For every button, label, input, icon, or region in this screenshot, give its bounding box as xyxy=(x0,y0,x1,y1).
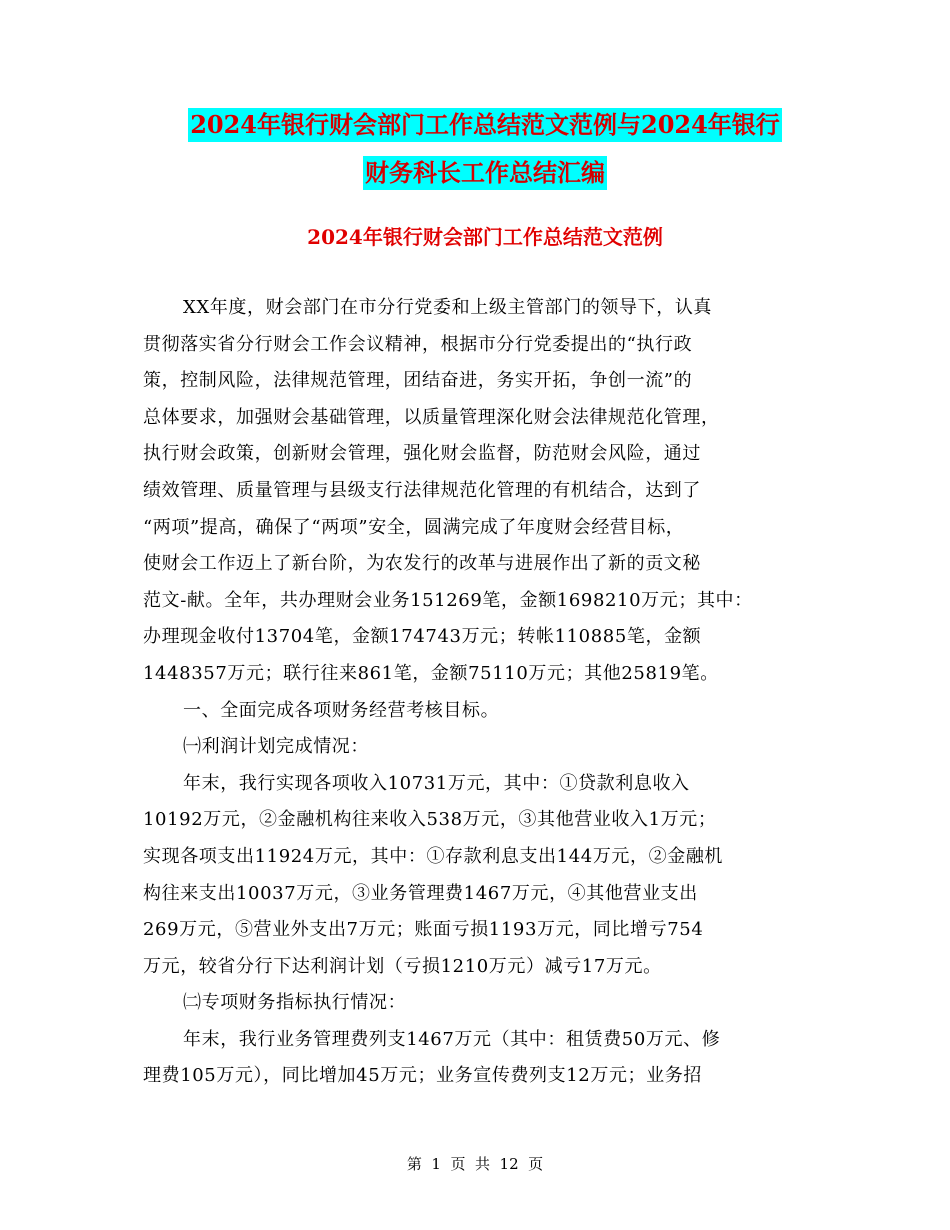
paragraph-line: 执行财会政策，创新财会管理，强化财会监督，防范财会风险，通过 xyxy=(143,443,701,465)
body-text xyxy=(143,290,823,1095)
paragraph-line: “两项”提高，确保了“两项”安全，圆满完成了年度财会经营目标， xyxy=(143,516,685,538)
paragraph-line: 构往来支出10037万元，③业务管理费1467万元，④其他营业支出 xyxy=(143,882,698,904)
paragraph-line: 总体要求，加强财会基础管理，以质量管理深化财会法律规范化管理， xyxy=(143,406,720,428)
page-number-footer: 第 1 页 共 12 页 xyxy=(406,1155,544,1173)
paragraph-line: 范文-献。全年，共办理财会业务151269笔，金额1698210万元；其中： xyxy=(143,589,753,611)
paragraph-line: 理费105万元），同比增加45万元；业务宣传费列支12万元；业务招 xyxy=(143,1065,702,1087)
subsection-heading: ㈡专项财务指标执行情况： xyxy=(183,992,407,1014)
paragraph-line: 使财会工作迈上了新台阶，为农发行的改革与进展作出了新的贡文秘 xyxy=(143,553,701,575)
subsection-heading: ㈠利润计划完成情况： xyxy=(183,736,369,758)
paragraph-line: XX年度，财会部门在市分行党委和上级主管部门的领导下，认真 xyxy=(183,297,713,318)
paragraph-line: 办理现金收付13704笔，金额174743万元；转帐110885笔，金额 xyxy=(143,626,702,648)
paragraph-line: 年末，我行实现各项收入10731万元，其中：①贷款利息收入 xyxy=(183,772,690,794)
paragraph-line: 策，控制风险，法律规范管理，团结奋进，务实开拓，争创一流”的 xyxy=(143,370,693,392)
paragraph-line: 10192万元，②金融机构往来收入538万元，③其他营业收入1万元； xyxy=(143,809,717,831)
section-title: 2024年银行财会部门工作总结范文范例 xyxy=(307,225,663,249)
section-heading: 一、全面完成各项财务经营考核目标。 xyxy=(183,699,500,721)
paragraph-line: 贯彻落实省分行财会工作会议精神，根据市分行党委提出的“执行政 xyxy=(143,333,693,355)
paragraph-line: 实现各项支出11924万元，其中：①存款利息支出144万元，②金融机 xyxy=(143,845,724,867)
document-title xyxy=(140,108,830,190)
title-line-2: 财务科长工作总结汇编 xyxy=(363,156,607,190)
paragraph-line: 1448357万元；联行往来861笔，金额75110万元；其他25819笔。 xyxy=(143,662,719,684)
paragraph-line: 年末，我行业务管理费列支1467万元（其中：租赁费50万元、修 xyxy=(183,1028,721,1050)
paragraph-line: 269万元，⑤营业外支出7万元；账面亏损1193万元，同比增亏754 xyxy=(143,919,704,941)
paragraph-line: 万元，较省分行下达利润计划（亏损1210万元）减亏17万元。 xyxy=(143,955,662,977)
title-line-1: 2024年银行财会部门工作总结范文范例与2024年银行 xyxy=(188,108,782,142)
paragraph-line: 绩效管理、质量管理与县级支行法律规范化管理的有机结合，达到了 xyxy=(143,479,701,501)
